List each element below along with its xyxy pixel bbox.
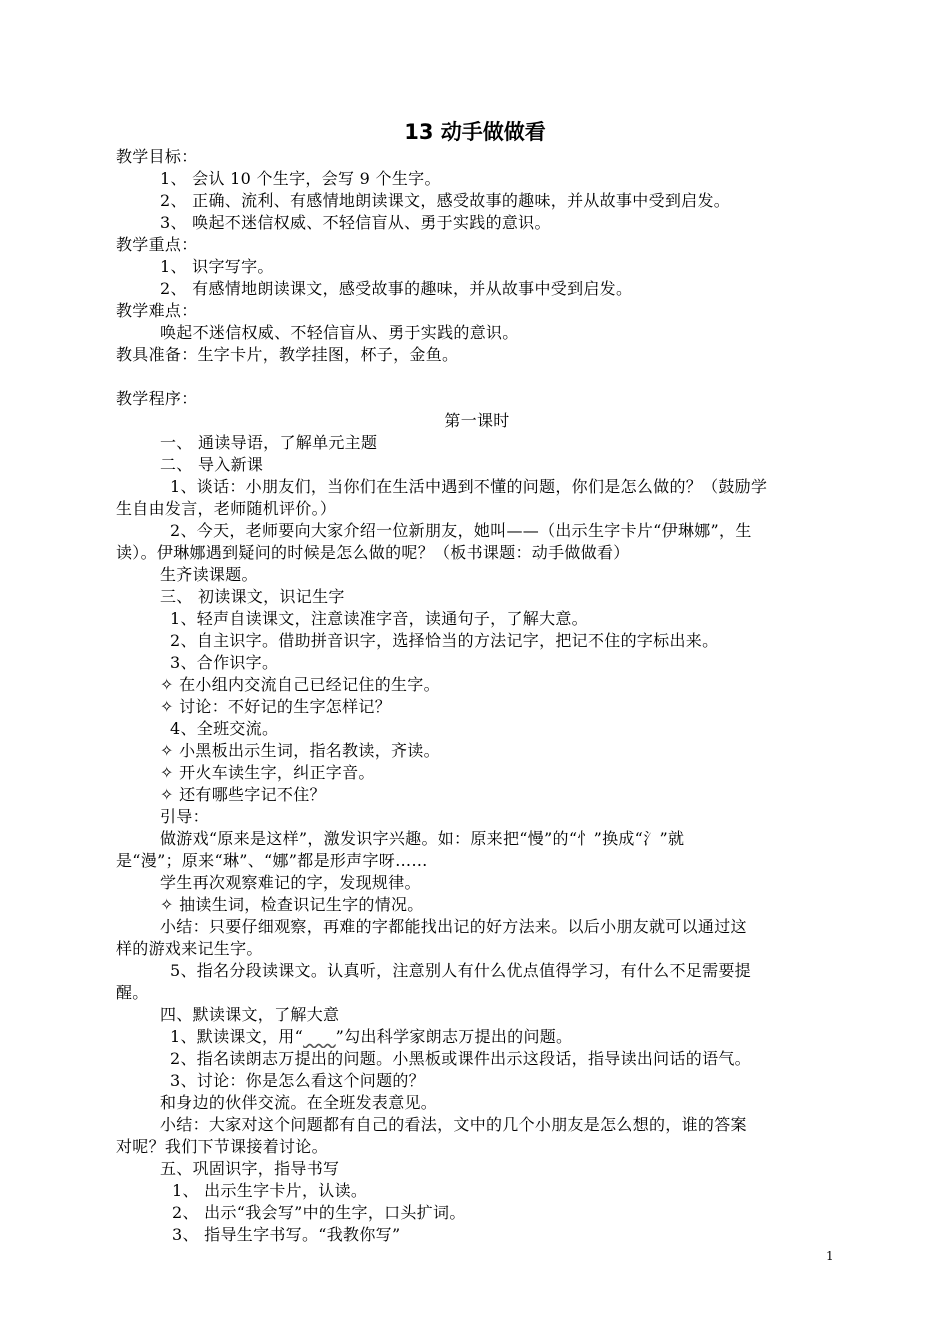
section-heading: 一、 通读导语，了解单元主题 xyxy=(160,433,378,452)
keypoints-heading: 教学重点： xyxy=(116,235,198,254)
body-line: 做游戏“原来是这样”，激发识字兴趣。如：原来把“慢”的“忄”换成“氵”就 xyxy=(160,829,685,848)
body-line: 3、合作识字。 xyxy=(170,653,279,672)
body-text: 1、默读课文，用“ xyxy=(170,1027,304,1046)
body-line: 5、指名分段读课文。认真听，注意别人有什么优点值得学习，有什么不足需要提 xyxy=(170,961,751,980)
page-number: 1 xyxy=(826,1249,834,1263)
body-line: 和身边的伙伴交流。在全班发表意见。 xyxy=(160,1093,438,1112)
procedure-heading: 教学程序： xyxy=(116,389,198,408)
body-line: 3、讨论：你是怎么看这个问题的？ xyxy=(170,1071,425,1090)
body-line: 4、全班交流。 xyxy=(170,719,279,738)
body-line: 学生再次观察难记的字，发现规律。 xyxy=(160,873,421,892)
body-line: 引导： xyxy=(160,807,209,826)
body-line: 读）。伊琳娜遇到疑问的时候是怎么做的呢？（板书课题：动手做做看） xyxy=(116,543,630,562)
bullet-item: ✧ 抽读生词，检查识记生字的情况。 xyxy=(160,895,424,914)
body-line: 1、谈话：小朋友们，当你们在生活中遇到不懂的问题，你们是怎么做的？（鼓励学 xyxy=(170,477,768,496)
body-line: 对呢？我们下节课接着讨论。 xyxy=(116,1137,328,1156)
body-text: ”勾出科学家朗志万提出的问题。 xyxy=(335,1027,573,1046)
section-heading: 二、 导入新课 xyxy=(160,455,264,474)
bullet-item: ✧ 小黑板出示生词，指名教读，齐读。 xyxy=(160,741,440,760)
body-line: 2、 出示“我会写”中的生字，口头扩词。 xyxy=(172,1203,466,1222)
section-heading: 四、默读课文，了解大意 xyxy=(160,1005,340,1024)
body-line: 2、指名读朗志万提出的问题。小黑板或课件出示这段话，指导读出问话的语气。 xyxy=(170,1049,751,1068)
objective-item: 2、 正确、流利、有感情地朗读课文，感受故事的趣味，并从故事中受到启发。 xyxy=(160,191,731,210)
lesson-heading: 第一课时 xyxy=(444,411,510,430)
wavy-underline-mark xyxy=(303,1027,336,1046)
body-line: 1、轻声自读课文，注意读准字音，读通句子，了解大意。 xyxy=(170,609,588,628)
body-line: 小结：大家对这个问题都有自己的看法，文中的几个小朋友是怎么想的，谁的答案 xyxy=(160,1115,747,1134)
difficulty-heading: 教学难点： xyxy=(116,301,198,320)
body-line: 2、今天，老师要向大家介绍一位新朋友，她叫——（出示生字卡片“伊琳娜”，生 xyxy=(170,521,752,540)
body-line: 生自由发言，老师随机评价。） xyxy=(116,499,337,518)
section-heading: 三、 初读课文，识记生字 xyxy=(160,587,345,606)
keypoint-item: 1、 识字写字。 xyxy=(160,257,274,276)
body-line: 生齐读课题。 xyxy=(160,565,258,584)
objectives-heading: 教学目标： xyxy=(116,147,198,166)
body-line: 小结：只要仔细观察，再难的字都能找出记的好方法来。以后小朋友就可以通过这 xyxy=(160,917,747,936)
body-line: 样的游戏来记生字。 xyxy=(116,939,263,958)
body-line: 3、 指导生字书写。“我教你写” xyxy=(172,1225,401,1244)
page-title: 13 动手做做看 xyxy=(404,120,546,144)
objective-item: 3、 唤起不迷信权威、不轻信盲从、勇于实践的意识。 xyxy=(160,213,551,232)
bullet-item: ✧ 在小组内交流自己已经记住的生字。 xyxy=(160,675,440,694)
body-line: 2、自主识字。借助拼音识字，选择恰当的方法记字，把记不住的字标出来。 xyxy=(170,631,719,650)
materials-text: 教具准备：生字卡片，教学挂图，杯子，金鱼。 xyxy=(116,345,459,364)
body-line: 是“漫”；原来“琳”、“娜”都是形声字呀…… xyxy=(116,851,428,870)
bullet-item: ✧ 讨论：不好记的生字怎样记？ xyxy=(160,697,391,716)
body-line: 1、 出示生字卡片，认读。 xyxy=(172,1181,368,1200)
bullet-item: ✧ 还有哪些字记不住？ xyxy=(160,785,326,804)
difficulty-text: 唤起不迷信权威、不轻信盲从、勇于实践的意识。 xyxy=(160,323,519,342)
body-line: 醒。 xyxy=(116,983,149,1002)
section-heading: 五、巩固识字，指导书写 xyxy=(160,1159,340,1178)
body-line xyxy=(170,1026,892,1048)
objective-item: 1、 会认 10 个生字，会写 9 个生字。 xyxy=(160,169,441,188)
bullet-item: ✧ 开火车读生字，纠正字音。 xyxy=(160,763,375,782)
keypoint-item: 2、 有感情地朗读课文，感受故事的趣味，并从故事中受到启发。 xyxy=(160,279,633,298)
